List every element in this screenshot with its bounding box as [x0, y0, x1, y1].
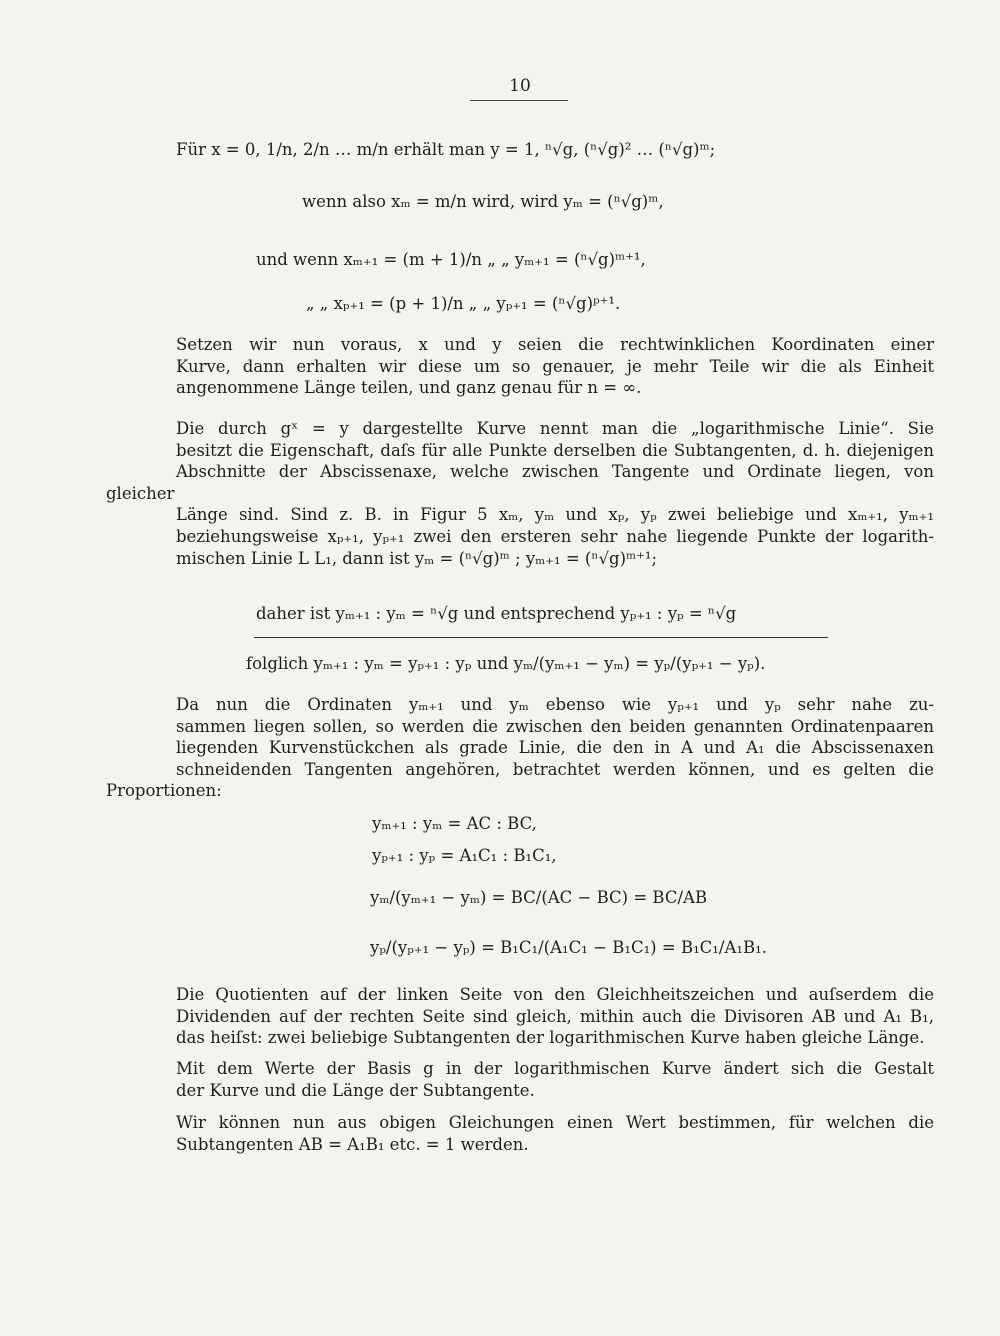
formula-rule [254, 637, 828, 638]
text-line: Die durch gˣ = y dargestellte Kurve nennt man die „logarithmische Linie“. Sie [176, 419, 934, 438]
proportion-4: yₚ/(yₚ₊₁ − yₚ) = B₁C₁/(A₁C₁ − B₁C₁) = B₁C₁/A₁B₁. [370, 938, 767, 957]
paragraph-5 [106, 1058, 934, 1101]
text-line: Abschnitte der Abscissenaxe, welche zwischen Tangente und Ordinate liegen, von gleicher [106, 462, 934, 503]
text-line: Da nun die Ordinaten yₘ₊₁ und yₘ ebenso wie yₚ₊₁ und yₚ sehr nahe zu- [176, 695, 934, 714]
paragraph-3 [106, 694, 934, 802]
text-line: der Kurve und die Länge der Subtangente. [176, 1080, 535, 1100]
proportion-2: yₚ₊₁ : yₚ = A₁C₁ : B₁C₁, [372, 846, 557, 865]
text-line: Länge sind. Sind z. B. in Figur 5 xₘ, yₘ und xₚ, yₚ zwei beliebige und xₘ₊₁, yₘ₊₁ [176, 505, 934, 525]
paragraph-2 [106, 418, 934, 569]
text-line: sammen liegen sollen, so werden die zwischen den beiden genannten Ordinatenpaaren [176, 716, 934, 736]
text-line: angenommene Länge teilen, und ganz genau für n = ∞. [176, 378, 642, 398]
proportion-1: yₘ₊₁ : yₘ = AC : BC, [372, 814, 537, 833]
page-number: 10 [509, 76, 531, 96]
paragraph-1 [106, 334, 934, 399]
folglich-formula: folglich yₘ₊₁ : yₘ = yₚ₊₁ : yₚ und yₘ/(yₘ₊₁ − yₘ) = yₚ/(yₚ₊₁ − yₚ). [246, 654, 766, 673]
text-line: schneidenden Tangenten angehören, betrachtet werden können, und es gelten die Proportionen: [106, 759, 934, 801]
equation-1: Für x = 0, 1/n, 2/n … m/n erhält man y = 1, ⁿ√g, (ⁿ√g)² … (ⁿ√g)ᵐ; [176, 140, 716, 159]
text-line: besitzt die Eigenschaft, daſs für alle Punkte derselben die Subtangenten, d. h. diejenigen [176, 440, 934, 460]
text-line: Subtangenten AB = A₁B₁ etc. = 1 werden. [176, 1134, 529, 1154]
daher-formula: daher ist yₘ₊₁ : yₘ = ⁿ√g und entsprechend yₚ₊₁ : yₚ = ⁿ√g [256, 604, 737, 623]
equation-2: wenn also xₘ = m/n wird, wird yₘ = (ⁿ√g)ᵐ, [302, 192, 664, 211]
text-line: Die Quotienten auf der linken Seite von den Gleichheitszeichen und auſserdem die [176, 985, 934, 1004]
text-line: beziehungsweise xₚ₊₁, yₚ₊₁ zwei den ersteren sehr nahe liegende Punkte der logarith- [176, 526, 934, 546]
text-line: Setzen wir nun voraus, x und y seien die rechtwinklichen Koordinaten einer [176, 335, 934, 354]
text-line: Kurve, dann erhalten wir diese um so genauer, je mehr Teile wir die als Einheit [176, 356, 934, 376]
text-line: Wir können nun aus obigen Gleichungen einen Wert bestimmen, für welchen die [176, 1113, 934, 1132]
text-line: Dividenden auf der rechten Seite sind gleich, mithin auch die Divisoren AB und A₁ B₁, [176, 1006, 934, 1026]
paragraph-6 [106, 1112, 934, 1155]
text-line: das heiſst: zwei beliebige Subtangenten der logarithmischen Kurve haben gleiche Länge. [176, 1028, 925, 1048]
header-rule [470, 100, 568, 101]
text-line: Mit dem Werte der Basis g in der logarithmischen Kurve ändert sich die Gestalt [176, 1059, 934, 1078]
text-line: liegenden Kurvenstückchen als grade Linie, die den in A und A₁ die Abscissenaxen [176, 738, 934, 758]
text-line: mischen Linie L L₁, dann ist yₘ = (ⁿ√g)ᵐ ; yₘ₊₁ = (ⁿ√g)ᵐ⁺¹; [176, 548, 658, 568]
equation-3: und wenn xₘ₊₁ = (m + 1)/n „ „ yₘ₊₁ = (ⁿ√g)ᵐ⁺¹, [256, 250, 646, 269]
equation-4: „ „ xₚ₊₁ = (p + 1)/n „ „ yₚ₊₁ = (ⁿ√g)ᵖ⁺¹. [306, 294, 621, 313]
paragraph-4 [106, 984, 934, 1049]
proportion-3: yₘ/(yₘ₊₁ − yₘ) = BC/(AC − BC) = BC/AB [370, 888, 708, 907]
